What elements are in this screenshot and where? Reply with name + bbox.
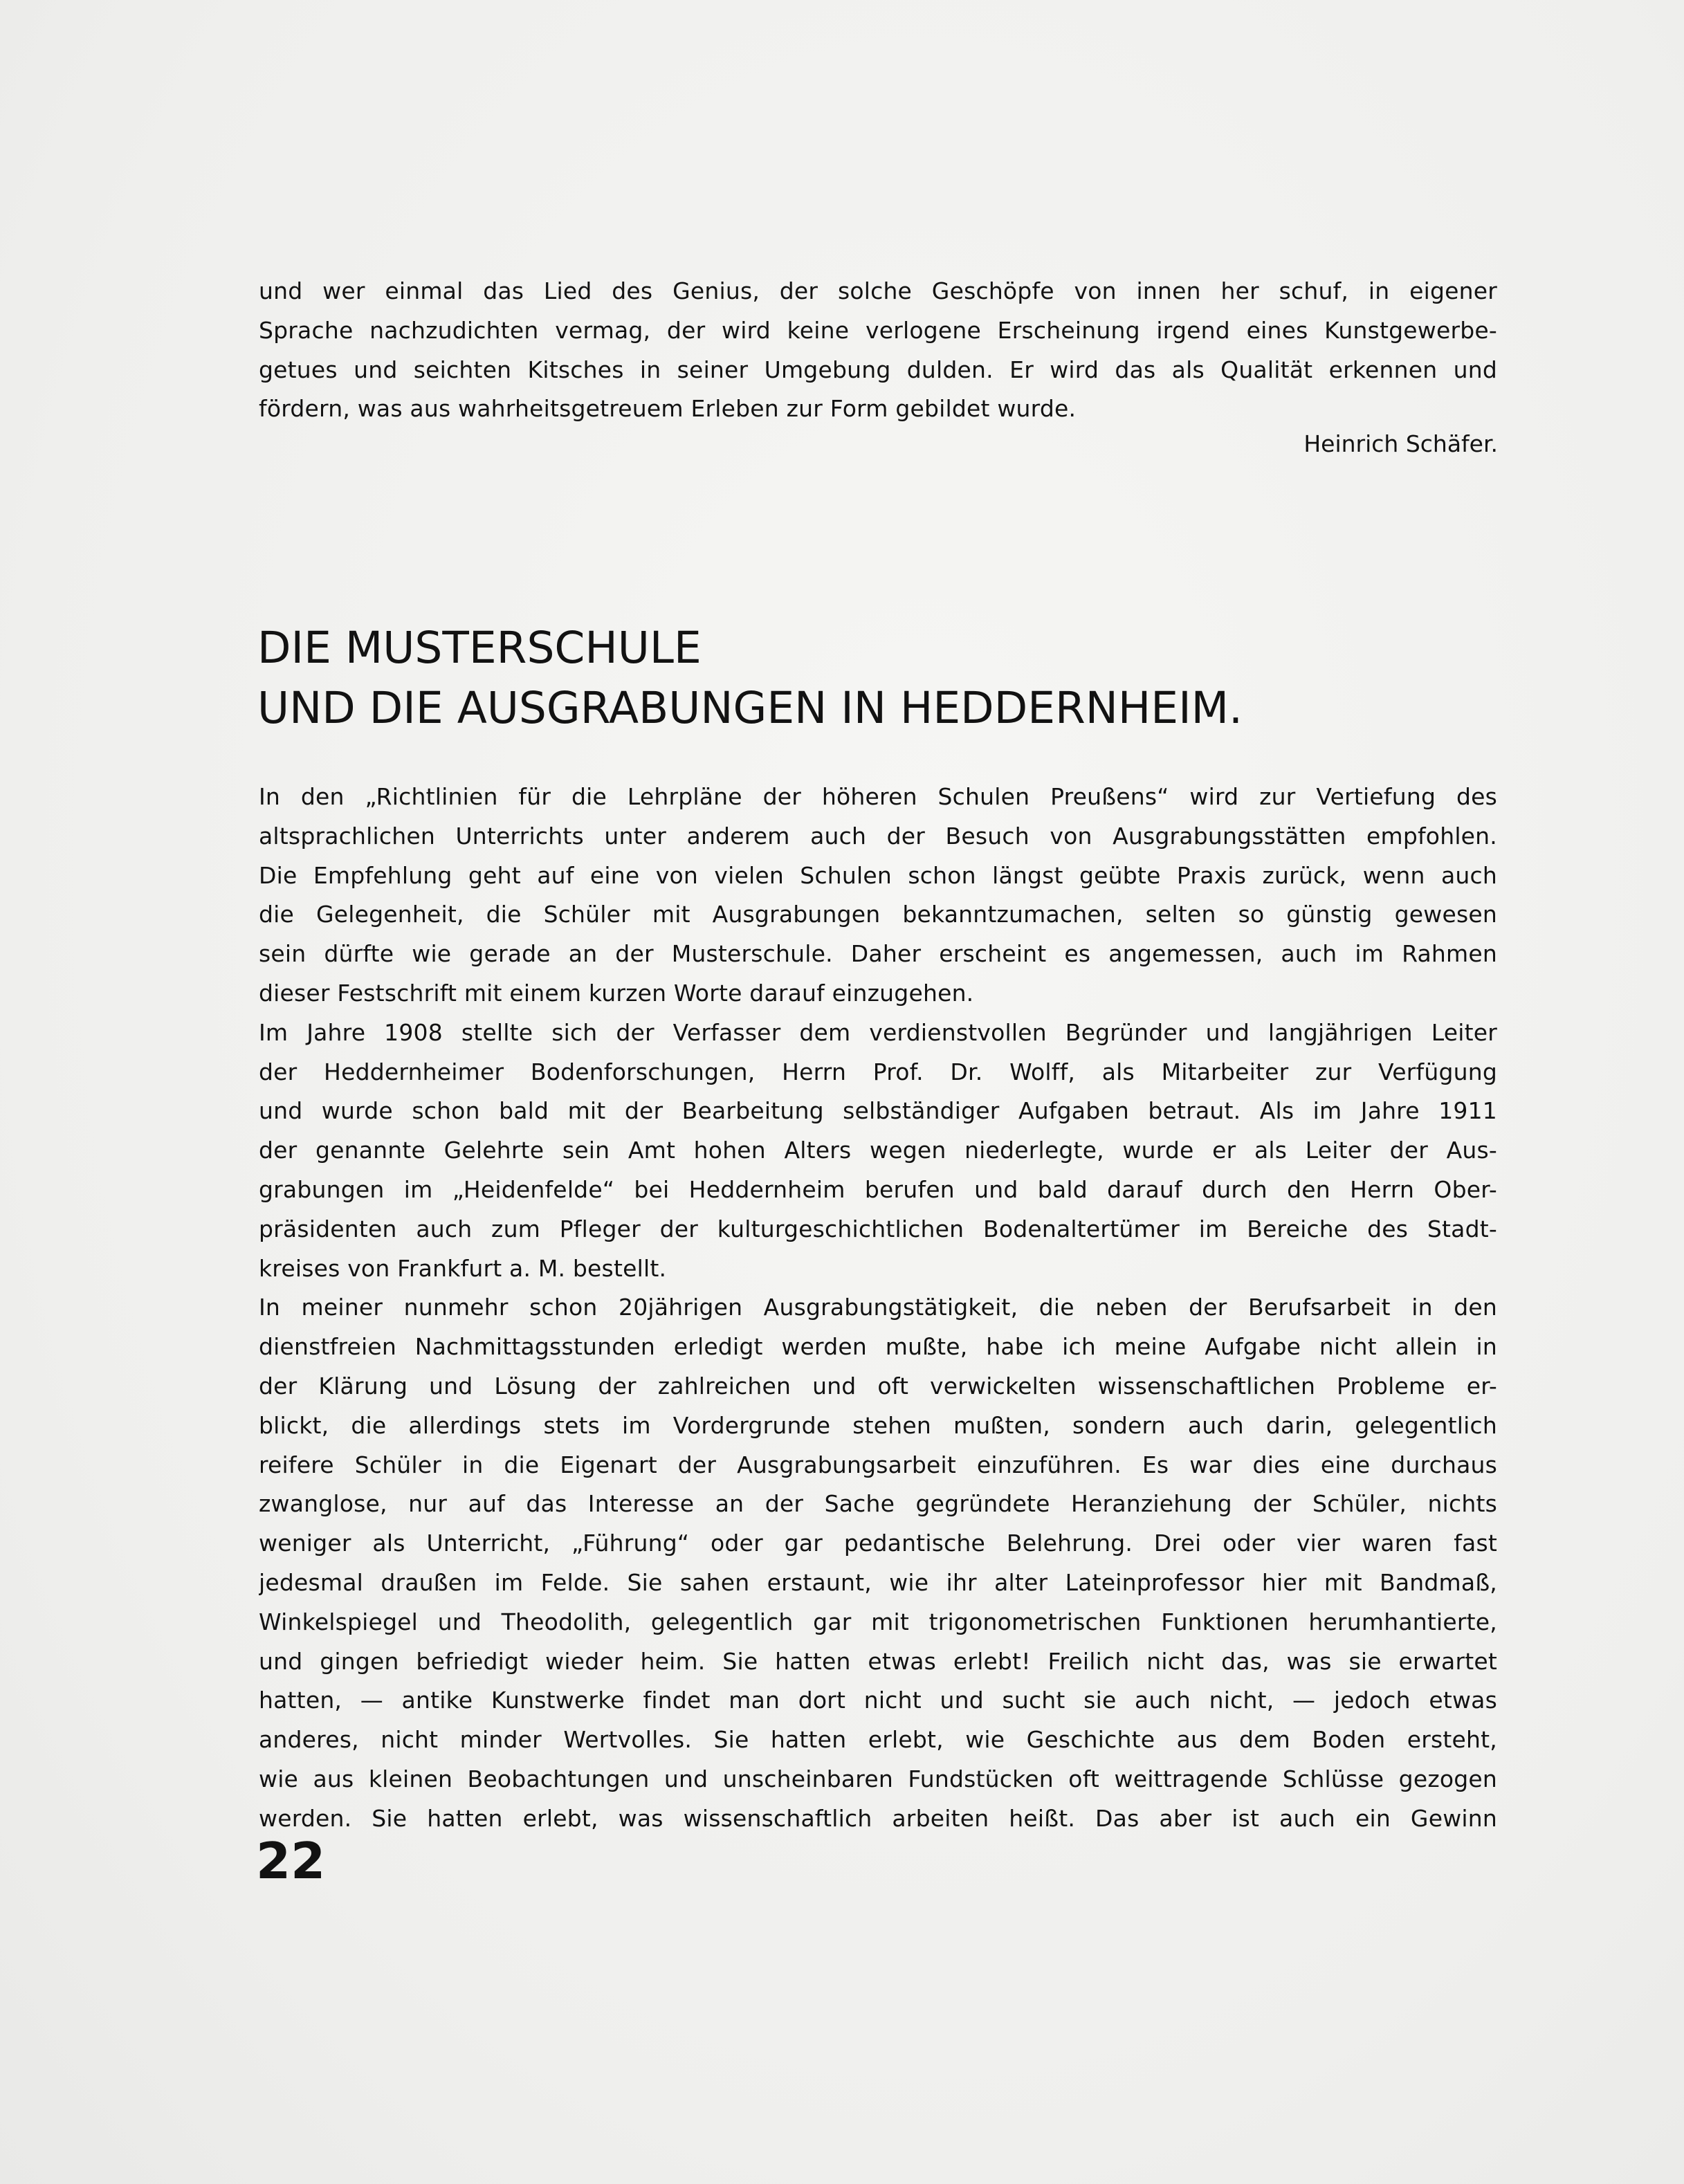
article-title-line-2: UND DIE AUSGRABUNGEN IN HEDDERNHEIM. (257, 683, 1243, 733)
text-line: Die Empfehlung geht auf eine von vielen Schulen schon längst geübte Praxis zurück, wenn auch (259, 861, 1497, 889)
text-line: altsprachlichen Unterrichts unter anderem auch der Besuch von Ausgrabungsstätten empfohlen. (259, 822, 1497, 850)
text-line: wie aus kleinen Beobachtungen und unscheinbaren Fundstücken oft weittragende Schlüsse gezogen (259, 1765, 1497, 1792)
text-line: In meiner nunmehr schon 20jährigen Ausgrabungstätigkeit, die neben der Berufsarbeit in den (259, 1294, 1497, 1321)
text-line: In den „Richtlinien für die Lehrpläne der höheren Schulen Preußens“ wird zur Vertiefung des (259, 783, 1497, 810)
text-line: fördern, was aus wahrheitsgetreuem Erleben zur Form gebildet wurde. (259, 395, 1077, 423)
text-line: zwanglose, nur auf das Interesse an der Sache gegründete Heranziehung der Schüler, nichts (259, 1490, 1497, 1518)
text-line: anderes, nicht minder Wertvolles. Sie hatten erlebt, wie Geschichte aus dem Boden ersteht, (259, 1726, 1497, 1754)
text-line: blickt, die allerdings stets im Vordergrunde stehen mußten, sondern auch darin, gelegentlich (259, 1411, 1497, 1439)
quote-paragraph (259, 272, 1497, 429)
article-title-line-1: DIE MUSTERSCHULE (257, 623, 702, 673)
text-line: der Heddernheimer Bodenforschungen, Herrn Prof. Dr. Wolff, als Mitarbeiter zur Verfügung (259, 1058, 1497, 1085)
text-line: und wer einmal das Lied des Genius, der solche Geschöpfe von innen her schuf, in eigener (259, 277, 1497, 304)
article-title (257, 618, 1243, 738)
text-line: der genannte Gelehrte sein Amt hohen Alters wegen niederlegte, wurde er als Leiter der Aus- (259, 1137, 1497, 1164)
text-line: der Klärung und Lösung der zahlreichen und oft verwickelten wissenschaftlichen Probleme er- (259, 1372, 1497, 1400)
text-line: dienstfreien Nachmittagsstunden erledigt werden mußte, habe ich meine Aufgabe nicht allein in (259, 1333, 1497, 1361)
article-body (259, 778, 1497, 1839)
text-line: jedesmal draußen im Felde. Sie sahen erstaunt, wie ihr alter Lateinprofessor hier mit Bandmaß, (259, 1568, 1497, 1596)
page-number: 22 (256, 1832, 326, 1890)
quote-author: Heinrich Schäfer. (1303, 430, 1498, 457)
text-line: Sprache nachzudichten vermag, der wird keine verlogene Erscheinung irgend eines Kunstgewerbe- (259, 316, 1497, 344)
text-line: und wurde schon bald mit der Bearbeitung selbständiger Aufgaben betraut. Als im Jahre 1911 (259, 1097, 1497, 1125)
text-line: kreises von Frankfurt a. M. bestellt. (259, 1254, 667, 1282)
text-line: weniger als Unterricht, „Führung“ oder gar pedantische Belehrung. Drei oder vier waren fast (259, 1530, 1497, 1557)
text-line: grabungen im „Heidenfelde“ bei Heddernheim berufen und bald darauf durch den Herrn Ober- (259, 1175, 1497, 1203)
text-line: Winkelspiegel und Theodolith, gelegentlich gar mit trigonometrischen Funktionen herumhantierte, (259, 1608, 1497, 1635)
text-line: reifere Schüler in die Eigenart der Ausgrabungsarbeit einzuführen. Es war dies eine durchaus (259, 1451, 1497, 1478)
text-line: werden. Sie hatten erlebt, was wissenschaftlich arbeiten heißt. Das aber ist auch ein Gewinn (259, 1804, 1497, 1832)
text-line: sein dürfte wie gerade an der Musterschule. Daher erscheint es angemessen, auch im Rahmen (259, 940, 1497, 968)
text-line: präsidenten auch zum Pfleger der kulturgeschichtlichen Bodenaltertümer im Bereiche des Stadt- (259, 1215, 1497, 1242)
text-line: und gingen befriedigt wieder heim. Sie hatten etwas erlebt! Freilich nicht das, was sie erwartet (259, 1647, 1497, 1675)
text-line: getues und seichten Kitsches in seiner Umgebung dulden. Er wird das als Qualität erkennen und (259, 356, 1497, 383)
text-line: hatten, — antike Kunstwerke findet man dort nicht und sucht sie auch nicht, — jedoch etwas (259, 1687, 1497, 1714)
text-line: dieser Festschrift mit einem kurzen Worte darauf einzugehen. (259, 979, 974, 1007)
text-line: Im Jahre 1908 stellte sich der Verfasser dem verdienstvollen Begründer und langjährigen Leiter (259, 1018, 1497, 1046)
text-line: die Gelegenheit, die Schüler mit Ausgrabungen bekanntzumachen, selten so günstig gewesen (259, 901, 1497, 928)
